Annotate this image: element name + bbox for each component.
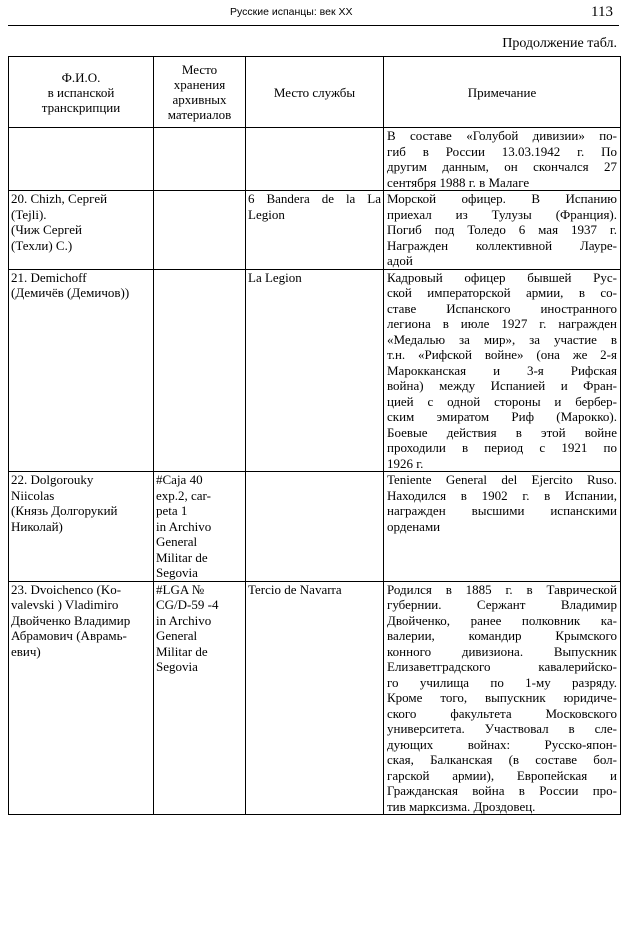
cell-line: Гражданская война в России про-	[387, 783, 617, 798]
cell-line: Кадровый офицер бывшей Рус-	[387, 269, 617, 285]
name-cell	[9, 269, 154, 472]
cell-line: #Caja 40	[156, 472, 203, 487]
table-body	[9, 128, 621, 815]
cell-line: гиб в России 13.03.1942 г. По	[387, 143, 617, 159]
cell-line: В составе «Голубой дивизии» по-	[387, 128, 617, 143]
cell-line: Ф.И.О.	[61, 69, 101, 85]
cell-line: 1926 г.	[387, 455, 424, 471]
cell-line: Кроме того, выпускник юридиче-	[387, 690, 617, 705]
note-cell	[384, 581, 621, 815]
cell-line: (Чиж Сергей	[11, 222, 82, 237]
service-cell	[246, 472, 384, 582]
cell-line: General	[156, 534, 198, 549]
cell-line: (Техли) С.)	[11, 237, 73, 253]
cell-line: Марокканская и 3-я Рифская	[387, 362, 617, 378]
cell-line: Морской офицер. В Испанию	[387, 191, 617, 206]
cell-line: Tercio de Navarra	[248, 581, 342, 597]
cell-line: in Archivo	[156, 518, 212, 534]
cell-line: (Демичёв (Демичов))	[11, 285, 130, 300]
cell-line: тив марксизма. Дроздовец.	[387, 798, 536, 814]
table-row	[9, 191, 621, 270]
cell-line: Место службы	[273, 84, 356, 100]
name-cell	[9, 581, 154, 815]
column-header-service	[246, 57, 384, 128]
table-row	[9, 581, 621, 815]
note-cell	[384, 128, 621, 191]
cell-line: 21. Demichoff	[11, 269, 87, 285]
cell-line: Елизаветградского кавалерийско-	[387, 659, 617, 674]
cell-line: La Legion	[248, 269, 302, 285]
cell-line: Legion	[248, 206, 285, 222]
cell-line: гарской армии), Европейская и	[387, 767, 617, 783]
service-cell	[246, 581, 384, 815]
note-cell	[384, 472, 621, 582]
name-cell	[9, 191, 154, 270]
page-number: 113	[591, 4, 613, 20]
service-cell	[246, 128, 384, 191]
cell-line: 23. Dvoichenco (Ko-	[11, 581, 122, 597]
cell-line: ской императорской армии, в со-	[387, 285, 617, 300]
archive-cell	[154, 472, 246, 582]
table-row	[9, 128, 621, 191]
cell-line: Двойченко Владимир	[11, 612, 131, 628]
cell-line: ставе Испанского иностранного	[387, 300, 617, 316]
running-head	[0, 6, 627, 26]
cell-line: Segovia	[156, 659, 198, 674]
cell-line: ским эмиратом Риф (Марокко).	[387, 409, 617, 424]
cell-line: CG/D-59 -4	[156, 597, 219, 612]
cell-line: General	[156, 628, 198, 643]
cell-line: exp.2, car-	[156, 487, 211, 503]
cell-line: Militar de	[156, 643, 208, 659]
cell-line: Боевые действия в этой войне	[387, 424, 617, 440]
cell-line: Место	[181, 62, 218, 77]
archive-cell	[154, 191, 246, 270]
cell-line: 20. Chizh, Сергей	[11, 191, 108, 206]
archive-table	[8, 56, 621, 815]
cell-line: Примечание	[467, 84, 537, 100]
cell-line: валерии, командир Крымского	[387, 628, 617, 643]
cell-line: in Archivo	[156, 612, 212, 628]
cell-line: конного дивизиона. Выпускник	[387, 643, 617, 659]
table-row	[9, 472, 621, 582]
cell-line: губернии. Сержант Владимир	[387, 597, 617, 612]
archive-cell	[154, 269, 246, 472]
running-title: Русские испанцы: век XX	[230, 6, 353, 18]
cell-line: (Князь Долгорукий	[11, 503, 118, 518]
cell-line: легиона в июле 1927 г. награжден	[387, 316, 617, 331]
column-header-name	[9, 57, 154, 128]
continuation-label: Продолжение табл.	[502, 36, 617, 51]
header-row	[9, 57, 621, 128]
cell-line: 6 Bandera de la La	[248, 191, 381, 206]
cell-line: война) между Испанией и Фран-	[387, 378, 617, 393]
service-cell	[246, 269, 384, 472]
archive-cell	[154, 128, 246, 191]
note-cell	[384, 191, 621, 270]
cell-line: адой	[387, 253, 413, 268]
cell-line: материалов	[167, 107, 232, 122]
cell-line: Погиб под Толедо 6 мая 1937 г.	[387, 222, 617, 237]
cell-line: #LGA №	[156, 581, 205, 597]
table-row	[9, 269, 621, 472]
cell-line: Николай)	[11, 518, 63, 534]
cell-line: (Tejli).	[11, 206, 47, 222]
name-cell	[9, 128, 154, 191]
cell-line: транскрипции	[41, 99, 121, 115]
cell-line: цией с одной стороны и бербер-	[387, 393, 617, 409]
name-cell	[9, 472, 154, 582]
cell-line: го училища по 1-му разряду.	[387, 674, 617, 690]
cell-line: 22. Dolgorouky	[11, 472, 94, 487]
cell-line: евич)	[11, 643, 41, 659]
cell-line: «Медалью за мир», за участие в	[387, 331, 617, 347]
cell-line: Militar de	[156, 549, 208, 565]
cell-line: Двойченко, ранее полковник ка-	[387, 612, 617, 628]
cell-line: проходили в период с 1921 по	[387, 440, 617, 455]
cell-line: Teniente General del Ejercito Ruso.	[387, 472, 617, 487]
service-cell	[246, 191, 384, 270]
archive-cell	[154, 581, 246, 815]
cell-line: награжден высшими испанскими	[387, 503, 617, 518]
cell-line: Находился в 1902 г. в Испании,	[387, 487, 617, 503]
cell-line: орденами	[387, 518, 441, 534]
cell-line: Niicolas	[11, 487, 55, 503]
cell-line: хранения	[173, 77, 226, 92]
cell-line: peta 1	[156, 503, 188, 518]
cell-line: сентября 1988 г. в Малаге	[387, 174, 530, 190]
note-cell	[384, 269, 621, 472]
cell-line: Родился в 1885 г. в Таврической	[387, 581, 617, 597]
cell-line: Segovia	[156, 565, 198, 580]
column-header-note	[384, 57, 621, 128]
cell-line: другим данным, он скончался 27	[387, 159, 617, 174]
column-header-archive	[154, 57, 246, 128]
cell-line: приехал из Тулузы (Франция).	[387, 206, 617, 222]
table-container	[8, 56, 620, 815]
cell-line: valevski ) Vladimiro	[11, 597, 119, 612]
header-rule	[8, 25, 619, 26]
cell-line: в испанской	[47, 84, 115, 100]
cell-line: Абрамович (Аврамь-	[11, 628, 127, 643]
cell-line: архивных	[172, 92, 227, 107]
cell-line: ского факультета Московского	[387, 705, 617, 721]
cell-line: т.н. «Рифской войне» (она же 2-я	[387, 347, 617, 362]
cell-line: дующих войнах: Русско-япон-	[387, 736, 617, 752]
cell-line: университета. Участвовал в сле-	[387, 721, 617, 736]
cell-line: Награжден коллективной Лауре-	[387, 237, 617, 253]
cell-line: ская, Балканская (в составе бол-	[387, 752, 617, 767]
